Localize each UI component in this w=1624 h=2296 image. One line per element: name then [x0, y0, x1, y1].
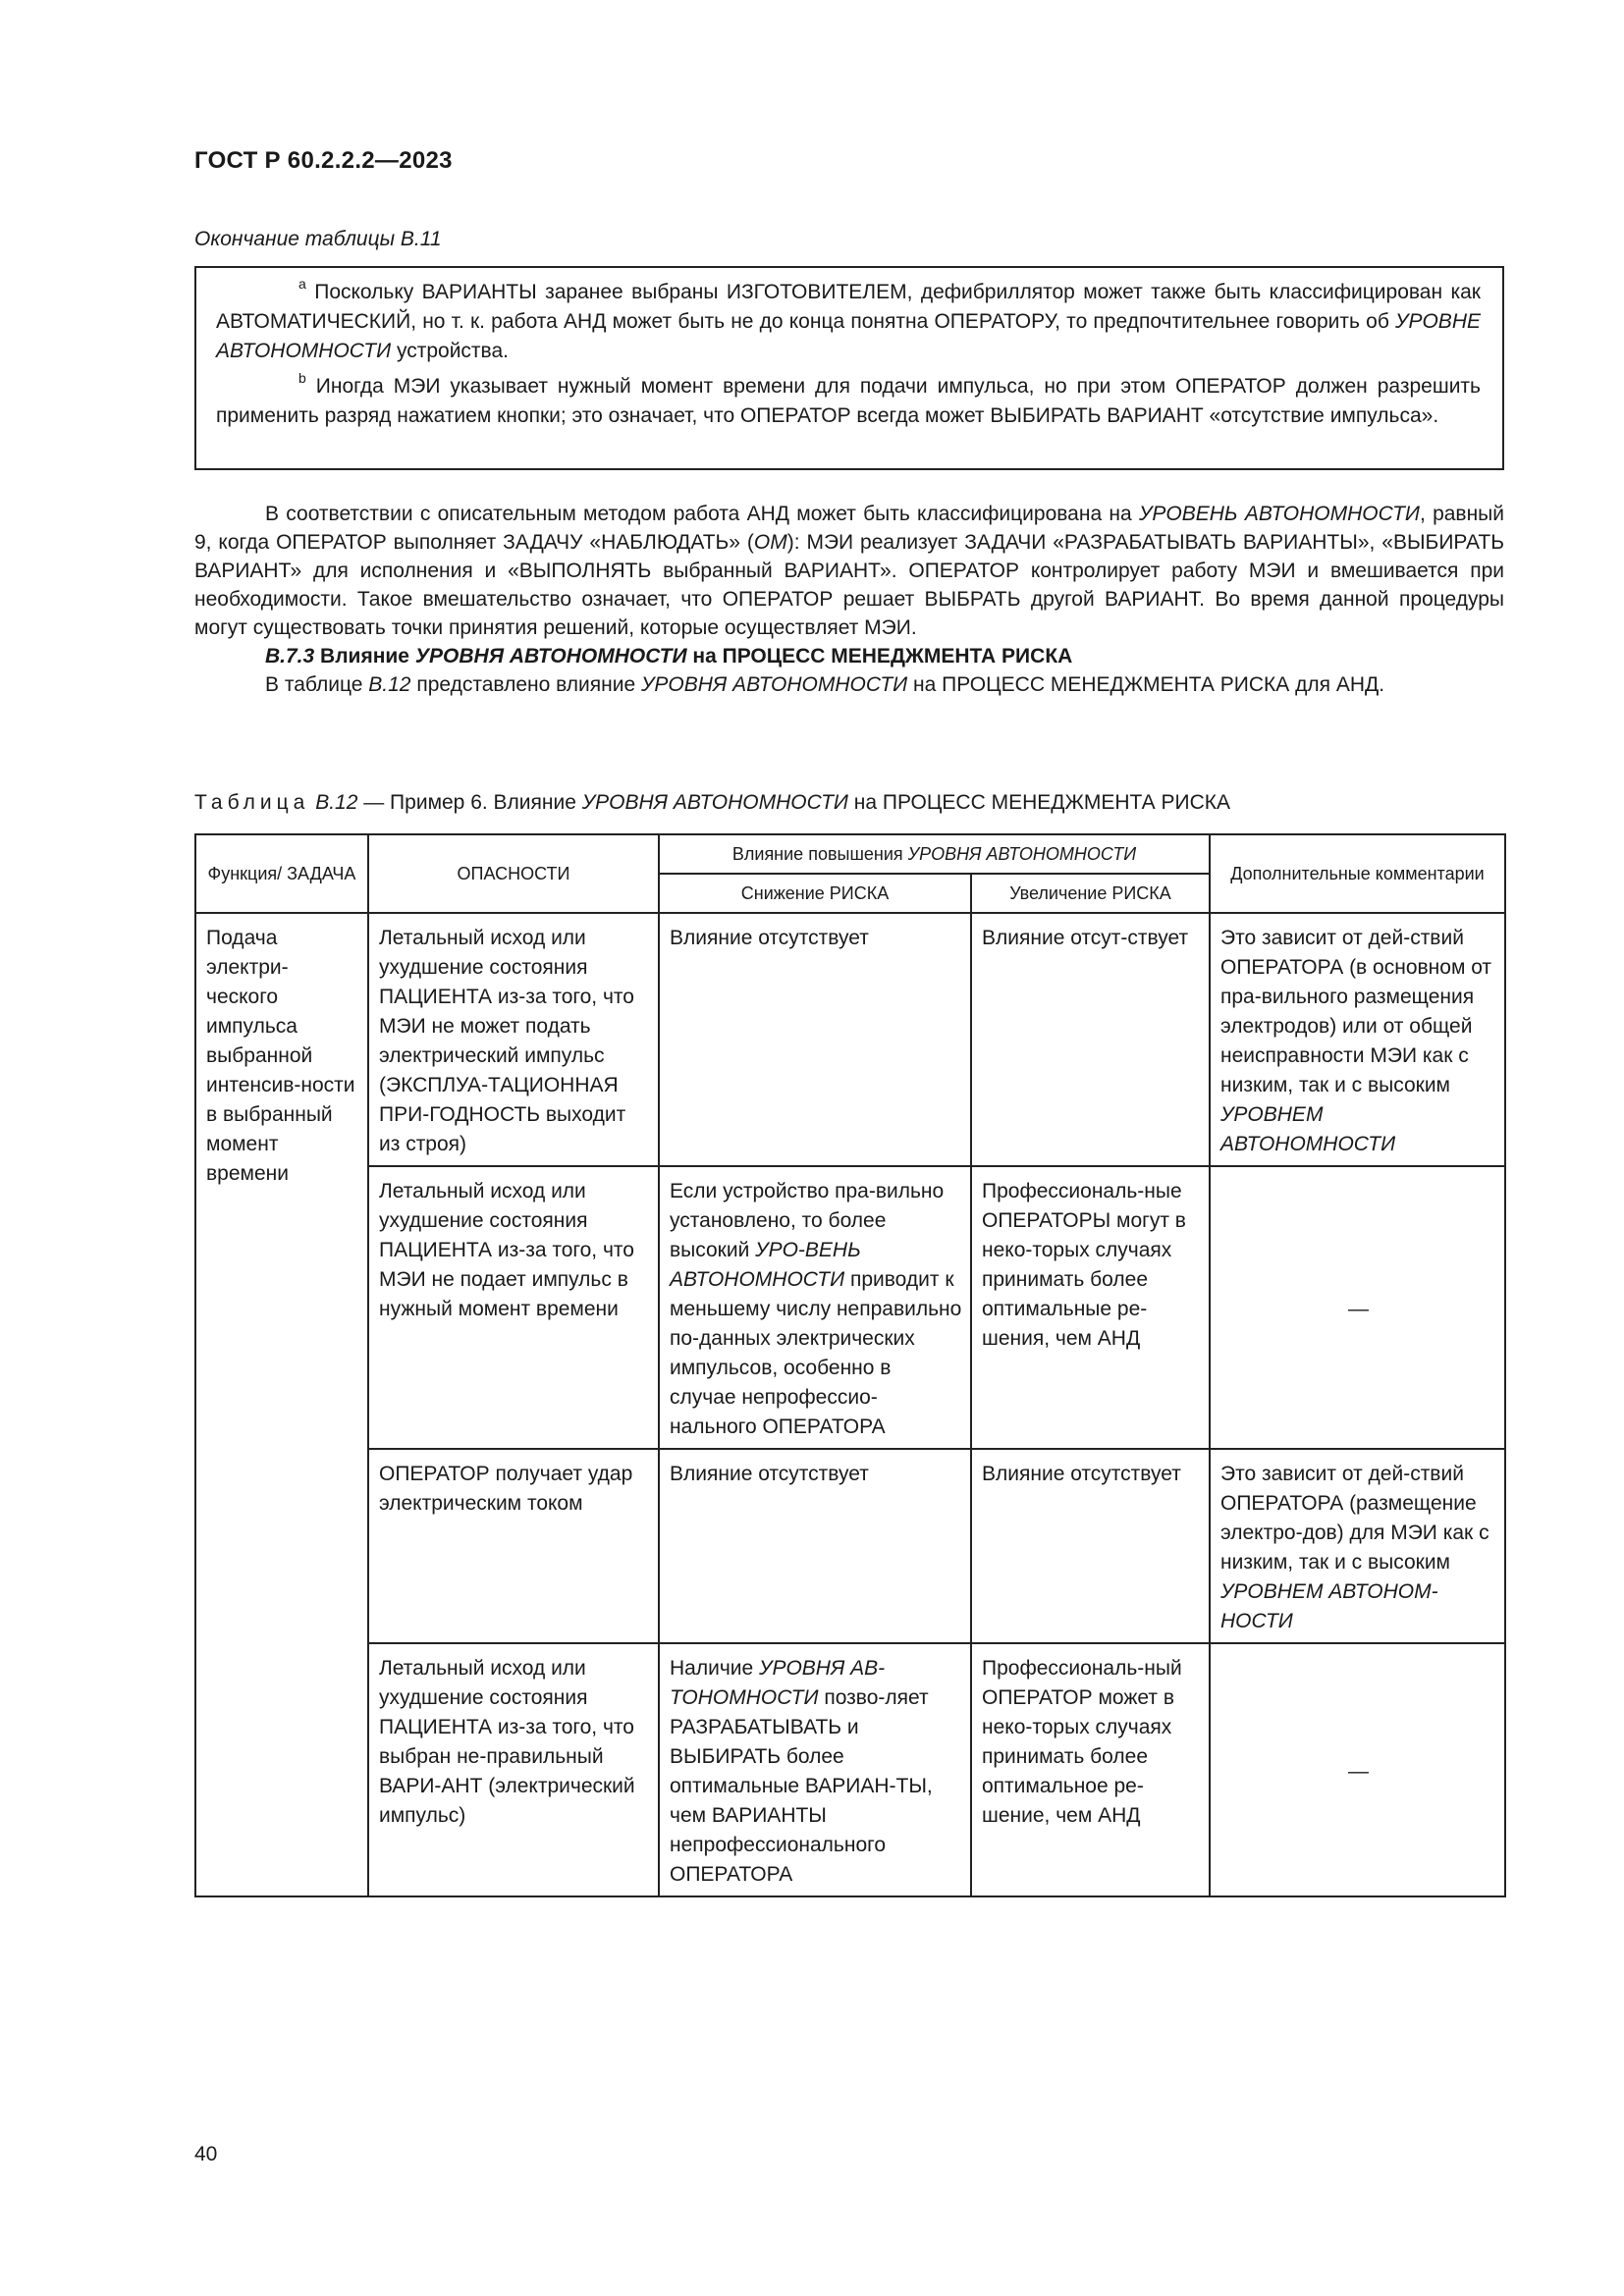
- risk-down-text: позво-ляет РАЗРАБАТЫВАТЬ и ВЫБИРАТЬ более оптимальные ВАРИАН-ТЫ, чем ВАРИАНТЫ непрофессионального ОПЕРАТОРА: [670, 1686, 933, 1886]
- hazard-cell: Летальный исход или ухудшение состояния ПАЦИЕНТА из-за того, что выбран не-правильный ВАРИ-АНТ (электрический импульс): [368, 1643, 659, 1896]
- risk-table: [194, 833, 1506, 1897]
- risk-up-cell: Влияние отсутствует: [971, 1449, 1210, 1643]
- note-b: [216, 372, 1481, 431]
- body-text: [194, 500, 1504, 699]
- paragraph-2-part: на ПРОЦЕСС МЕНЕДЖМЕНТА РИСКА для АНД.: [907, 673, 1385, 696]
- function-cell: Подача электри-ческого импульса выбранной интенсив-ности в выбранный момент времени: [195, 913, 368, 1896]
- paragraph-1-part: , равный 9, когда ОПЕРАТОР выполняет ЗАДАЧУ «НАБЛЮДАТЬ» (: [194, 503, 1505, 554]
- paragraph-2-italic: УРОВНЯ АВТОНОМНОСТИ: [641, 673, 908, 696]
- note-a-after: устройства.: [391, 340, 509, 362]
- section-title-part: на ПРОЦЕСС МЕНЕДЖМЕНТА РИСКА: [686, 645, 1073, 667]
- risk-down-cell: [659, 1166, 971, 1449]
- paragraph-2-italic: В.12: [368, 673, 411, 696]
- paragraph-1-italic: УРОВЕНЬ АВТОНОМНОСТИ: [1138, 503, 1420, 525]
- section-title-italic: УРОВНЯ АВТОНОМНОСТИ: [414, 645, 687, 667]
- table-row: [195, 1449, 1505, 1643]
- note-b-text: Иногда МЭИ указывает нужный момент времени для подачи импульса, но при этом ОПЕРАТОР должен разрешить применить разряд нажатием кнопки; это означает, что ОПЕРАТОР всегда может ВЫБИРАТЬ ВАРИАНТ «отсутствие импульса».: [216, 375, 1481, 427]
- hazard-cell: ОПЕРАТОР получает удар электрическим током: [368, 1449, 659, 1643]
- page-number: 40: [194, 2143, 218, 2165]
- risk-up-cell: Влияние отсут-ствует: [971, 913, 1210, 1166]
- header-influence: [659, 834, 1210, 874]
- note-a-italic: УРОВНЕ АВТОНОМНОСТИ: [216, 310, 1481, 362]
- risk-down-cell: Влияние отсутствует: [659, 913, 971, 1166]
- document-header: ГОСТ Р 60.2.2.2—2023: [194, 147, 453, 174]
- hazard-cell: Летальный исход или ухудшение состояния ПАЦИЕНТА из-за того, что МЭИ не может подать электрический импульс (ЭКСПЛУА-ТАЦИОННАЯ ПРИ-ГОДНОСТЬ выходит из строя): [368, 913, 659, 1166]
- section-title-part: Влияние: [314, 645, 415, 667]
- table-header-row: [195, 834, 1505, 874]
- comment-cell: [1210, 1449, 1505, 1643]
- risk-down-text: Наличие: [670, 1657, 760, 1680]
- risk-up-cell: Профессиональ-ные ОПЕРАТОРЫ могут в неко-торых случаях принимать более оптимальные ре-шения, чем АНД: [971, 1166, 1210, 1449]
- comment-cell: [1210, 913, 1505, 1166]
- comment-text: Это зависит от дей-ствий ОПЕРАТОРА (в основном от пра-вильного размещения электродов) или от общей неисправности МЭИ как с низким, так и с высоким: [1220, 927, 1492, 1096]
- header-influence-italic: УРОВНЯ АВТОНОМНОСТИ: [907, 844, 1137, 864]
- header-hazards: ОПАСНОСТИ: [368, 834, 659, 913]
- risk-down-cell: [659, 1643, 971, 1896]
- paragraph-1-part: ): МЭИ реализует ЗАДАЧИ «РАЗРАБАТЫВАТЬ ВАРИАНТЫ», «ВЫБИРАТЬ ВАРИАНТ» для исполнения и «ВЫПОЛНЯТЬ выбранный ВАРИАНТ». ОПЕРАТОР контролирует работу МЭИ и вмешивается при необходимости. Такое вмешательство означает, что ОПЕРАТОР решает ВЫБРАТЬ другой ВАРИАНТ. Во время данной процедуры могут существовать точки принятия решений, которые осуществляет МЭИ.: [194, 531, 1505, 639]
- header-function: Функция/ ЗАДАЧА: [195, 834, 368, 913]
- comment-italic: УРОВНЕМ АВТОНОМ-НОСТИ: [1220, 1580, 1438, 1632]
- comment-text: Это зависит от дей-ствий ОПЕРАТОРА (размещение электро-дов) для МЭИ как с низким, так и с высоким: [1220, 1463, 1489, 1574]
- comment-cell: —: [1210, 1643, 1505, 1896]
- paragraph-2: [194, 670, 1504, 699]
- header-influence-text: Влияние повышения: [731, 844, 908, 864]
- note-b-mark: b: [298, 370, 306, 386]
- paragraph-2-part: представлено влияние: [410, 673, 641, 696]
- paragraph-2-part: В таблице: [265, 673, 369, 696]
- continuation-title: Окончание таблицы В.11: [194, 228, 442, 250]
- table-caption-text: на ПРОЦЕСС МЕНЕДЖМЕНТА РИСКА: [847, 791, 1231, 814]
- header-risk-up: Увеличение РИСКА: [971, 874, 1210, 913]
- risk-up-cell: Профессиональ-ный ОПЕРАТОР может в неко-торых случаях принимать более оптимальное ре-шение, чем АНД: [971, 1643, 1210, 1896]
- comment-italic: УРОВНЕМ АВТОНОМНОСТИ: [1220, 1103, 1396, 1155]
- table-row: [195, 1643, 1505, 1896]
- section-number: В.7.3: [265, 645, 315, 667]
- table-caption-italic: УРОВНЯ АВТОНОМНОСТИ: [581, 791, 848, 814]
- table-row: [195, 1166, 1505, 1449]
- paragraph-1: [194, 500, 1504, 642]
- paragraph-1-italic: ОМ: [753, 531, 787, 554]
- table-caption-word: Таблица: [194, 791, 310, 814]
- table-caption-text: — Пример 6. Влияние: [357, 791, 582, 814]
- risk-down-cell: Влияние отсутствует: [659, 1449, 971, 1643]
- section-heading: [194, 642, 1504, 670]
- table-caption: [194, 791, 1230, 815]
- note-a-text: Поскольку ВАРИАНТЫ заранее выбраны ИЗГОТОВИТЕЛЕМ, дефибриллятор может также быть классифицирован как АВТОМАТИЧЕСКИЙ, но т. к. работа АНД может быть не до конца понятна ОПЕРАТОРУ, то предпочтительнее говорить об: [216, 281, 1481, 333]
- header-risk-down: Снижение РИСКА: [659, 874, 971, 913]
- paragraph-1-part: В соответствии с описательным методом работа АНД может быть классифицирована на: [265, 503, 1139, 525]
- risk-down-text: приводит к меньшему числу неправильно по-данных электрических импульсов, особенно в случае непрофессио-нального ОПЕРАТОРА: [670, 1268, 962, 1438]
- comment-cell: —: [1210, 1166, 1505, 1449]
- hazard-cell: Летальный исход или ухудшение состояния ПАЦИЕНТА из-за того, что МЭИ не подает импульс в нужный момент времени: [368, 1166, 659, 1449]
- header-comments: Дополнительные комментарии: [1210, 834, 1505, 913]
- risk-down-text: Если устройство пра-вильно установлено, то более высокий: [670, 1180, 945, 1261]
- table-notes-box: [194, 266, 1504, 470]
- note-a-mark: a: [298, 276, 306, 292]
- note-a: [216, 278, 1481, 366]
- risk-down-italic: УРОВНЯ АВ-ТОНОМНОСТИ: [670, 1657, 886, 1709]
- table-caption-number: В.12: [315, 791, 358, 814]
- table-row: [195, 913, 1505, 1166]
- risk-down-italic: УРО-ВЕНЬ АВТОНОМНОСТИ: [670, 1239, 861, 1291]
